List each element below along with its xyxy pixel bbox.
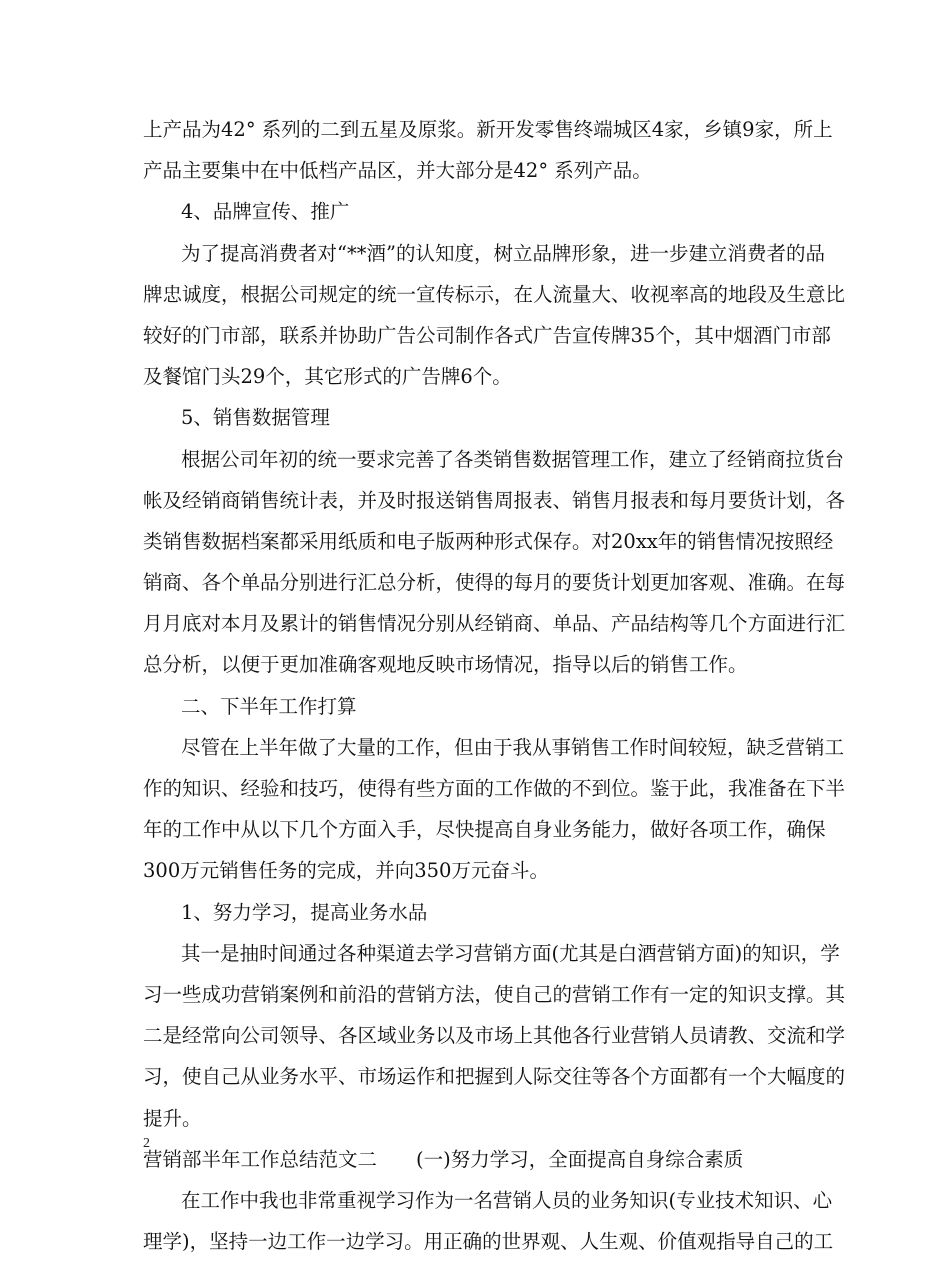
text-line: 习一些成功营销案例和前沿的营销方法，使自己的营销工作有一定的知识支撑。其 xyxy=(143,982,846,1006)
text-line: 及餐馆门头29个，其它形式的广告牌6个。 xyxy=(143,365,512,389)
text-line: 作的知识、经验和技巧，使得有些方面的工作做的不到位。鉴于此，我准备在下半 xyxy=(143,777,846,800)
text-line: 习，使自己从业务水平、市场运作和把握到人际交往等各个方面都有一个大幅度的 xyxy=(143,1065,846,1089)
text-line: 帐及经销商销售统计表，并及时报送销售周报表、销售月报表和每月要货计划，各 xyxy=(143,488,846,512)
text-line: 二是经常向公司领导、各区域业务以及市场上其他各行业营销人员请教、交流和学 xyxy=(143,1024,846,1048)
document-body xyxy=(143,109,846,1262)
text-line: 较好的门市部，联系并协助广告公司制作各式广告宣传牌35个，其中烟酒门市部 xyxy=(143,323,831,347)
text-line: 理学)，坚持一边工作一边学习。用正确的世界观、人生观、价值观指导自己的工 xyxy=(143,1230,834,1254)
text-line: 在工作中我也非常重视学习作为一名营销人员的业务知识(专业技术知识、心 xyxy=(181,1188,833,1212)
text-line: 根据公司年初的统一要求完善了各类销售数据管理工作，建立了经销商拉货台 xyxy=(181,447,845,471)
text-line: 4、品牌宣传、推广 xyxy=(181,200,350,224)
text-line: 类销售数据档案都采用纸质和电子版两种形式保存。对20xx年的销售情况按照经 xyxy=(143,529,834,553)
text-line: 为了提高消费者对“**酒”的认知度，树立品牌形象，进一步建立消费者的品 xyxy=(181,241,825,265)
page-number: 2 xyxy=(143,1136,150,1151)
text-line: 产品主要集中在中低档产品区，并大部分是42° 系列产品。 xyxy=(143,159,652,183)
text-line: 牌忠诚度，根据公司规定的统一宣传标示，在人流量大、收视率高的地段及生意比 xyxy=(143,282,846,306)
text-line: 销商、各个单品分别进行汇总分析，使得的每月的要货计划更加客观、准确。在每 xyxy=(143,571,846,595)
text-line: 月月底对本月及累计的销售情况分别从经销商、单品、产品结构等几个方面进行汇 xyxy=(143,612,846,636)
text-line: 300万元销售任务的完成，并向350万元奋斗。 xyxy=(143,859,549,883)
text-line: 尽管在上半年做了大量的工作，但由于我从事销售工作时间较短，缺乏营销工 xyxy=(181,735,845,759)
text-line: 二、下半年工作打算 xyxy=(181,694,357,718)
text-line: 提升。 xyxy=(143,1106,202,1130)
text-line: 其一是抽时间通过各种渠道去学习营销方面(尤其是白酒营销方面)的知识，学 xyxy=(181,941,840,965)
text-line: 5、销售数据管理 xyxy=(181,406,330,430)
text-line: 总分析，以便于更加准确客观地反映市场情况，指导以后的销售工作。 xyxy=(143,653,748,677)
text-line: 营销部半年工作总结范文二 (一)努力学习，全面提高自身综合素质 xyxy=(143,1147,744,1171)
text-line: 1、努力学习，提高业务水品 xyxy=(181,900,428,924)
text-line: 上产品为42° 系列的二到五星及原浆。新开发零售终端城区4家，乡镇9家，所上 xyxy=(143,118,833,141)
text-line: 年的工作中从以下几个方面入手，尽快提高自身业务能力，做好各项工作，确保 xyxy=(143,818,826,842)
